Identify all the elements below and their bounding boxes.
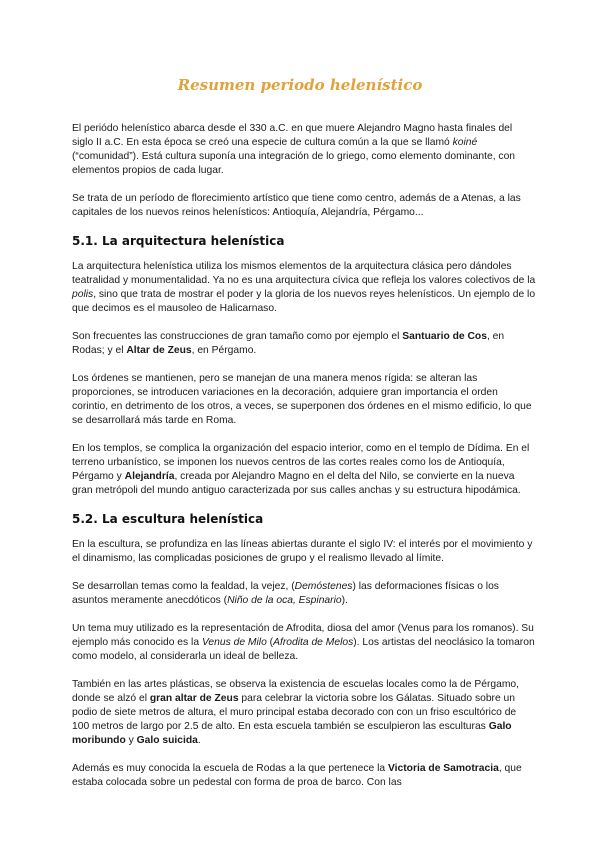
section-heading-architecture: 5.1. La arquitectura helenística bbox=[72, 234, 285, 248]
italic-term: polis bbox=[72, 289, 94, 300]
text-run: , que estaba colocada sobre un pedestal con forma de proa de barco. Con las bbox=[72, 763, 522, 788]
sculpture-paragraph-5 bbox=[72, 762, 536, 790]
sculpture-paragraph-4 bbox=[72, 678, 536, 748]
bold-term: Galo moribundo bbox=[72, 721, 512, 746]
architecture-paragraph-2 bbox=[72, 330, 536, 358]
text-run: , creada por Alejandro Magno en el delta del Nilo, se convierte en la nueva gran metrópoli del mundo antiguo caracterizada por sus calles anchas y su estructura hipodámica. bbox=[72, 471, 521, 496]
italic-term: koiné bbox=[452, 137, 478, 148]
text-run: La arquitectura helenística utiliza los mismos elementos de la arquitectura clásica pero dándoles teatralidad y monumentalidad. Ya no es una arquitectura cívica que refleja los valores colectivos de la bbox=[72, 261, 536, 286]
text-run: ). Los artistas del neoclásico la tomaron como modelo, al considerarla un ideal de belleza. bbox=[72, 637, 535, 662]
section-heading-sculpture: 5.2. La escultura helenística bbox=[72, 512, 264, 526]
text-run: Además es muy conocida la escuela de Rodas a la que pertenece la bbox=[72, 763, 388, 774]
text-run: También en las artes plásticas, se observa la existencia de escuelas locales como la de Pérgamo, donde se alzó el bbox=[72, 679, 520, 704]
text-run: y bbox=[125, 735, 137, 746]
bold-term: Victoria de Samotracia bbox=[387, 763, 499, 774]
bold-term: Santuario de Cos bbox=[402, 331, 487, 342]
architecture-paragraph-1 bbox=[72, 260, 536, 316]
text-run: (“comunidad”). Está cultura suponía una integración de lo griego, como elemento dominante, con elementos propios de cada lugar. bbox=[72, 151, 516, 176]
architecture-paragraph-4 bbox=[72, 442, 536, 498]
text-run: , sino que trata de mostrar el poder y la gloria de los nuevos reyes helenísticos. Un ejemplo de lo que decimos es el mausoleo de Halicarnaso. bbox=[72, 289, 536, 314]
bold-term: gran altar de Zeus bbox=[149, 693, 239, 704]
text-run: Un tema muy utilizado es la representación de Afrodita, diosa del amor (Venus para los romanos). Su ejemplo más conocido es la bbox=[72, 623, 534, 648]
bold-term: Altar de Zeus bbox=[126, 345, 192, 356]
italic-term: Demóstenes bbox=[294, 581, 353, 592]
architecture-paragraph-3: Los órdenes se mantienen, pero se manejan de una manera menos rígida: se alteran las proporciones, se introducen variaciones en la decoración, adquiere gran importancia el orden corintio, en detrimento de los otros, a veces, se superponen dos órdenes en el mismo edificio, lo que se desarrollará más tarde en Roma. bbox=[72, 373, 532, 426]
text-run: ). bbox=[341, 595, 348, 606]
sculpture-paragraph-3 bbox=[72, 622, 536, 664]
text-run: , en Rodas; y el bbox=[72, 331, 505, 356]
text-run: , en Pérgamo. bbox=[191, 345, 257, 356]
document-body bbox=[72, 122, 536, 790]
sculpture-paragraph-2 bbox=[72, 580, 536, 608]
text-run: Se desarrollan temas como la fealdad, la vejez, ( bbox=[72, 581, 295, 592]
italic-term: Venus de Milo bbox=[201, 637, 267, 648]
text-run: El periódo helenístico abarca desde el 330 a.C. en que muere Alejandro Magno hasta finales del siglo II a.C. En esta época se creó una especie de cultura común a la que se llamó bbox=[72, 123, 513, 148]
text-run: Son frecuentes las construcciones de gran tamaño como por ejemplo el bbox=[72, 331, 403, 342]
text-run: En los templos, se complica la organización del espacio interior, como en el templo de Dídima. En el terreno urbanístico, se imponen los nuevos centros de las cortes reales como los de Antioquía, Pérgamo y bbox=[72, 443, 530, 482]
text-run: . bbox=[197, 735, 201, 746]
bold-term: Galo suicida bbox=[136, 735, 198, 746]
intro-paragraph-2: Se trata de un período de florecimiento artístico que tiene como centro, además de a Atenas, a las capitales de los nuevos reinos helenísticos: Antioquía, Alejandría, Pérgamo... bbox=[72, 193, 521, 218]
intro-paragraph-1 bbox=[72, 122, 536, 178]
sculpture-paragraph-1: En la escultura, se profundiza en las líneas abiertas durante el siglo IV: el interés por el movimiento y el dinamismo, las complicadas posiciones de grupo y el realismo llevado al límite. bbox=[72, 539, 533, 564]
italic-term: Niño de la oca, Espinario bbox=[227, 595, 342, 606]
italic-term: Afrodita de Melos bbox=[273, 637, 354, 648]
bold-term: Alejandría bbox=[124, 471, 175, 482]
text-run: para celebrar la victoria sobre los Gálatas. Situado sobre un podio de siete metros de altura, el muro principal estaba decorado con con un friso escultórico de 100 metros de largo por 2.5 de alto. En esta escuela también se esculpieron las esculturas bbox=[72, 693, 517, 732]
text-run: ( bbox=[266, 637, 274, 648]
document-title: Resumen periodo helenístico bbox=[177, 76, 423, 94]
text-run: ) las deformaciones físicas o los asuntos meramente anecdóticos ( bbox=[72, 581, 499, 606]
